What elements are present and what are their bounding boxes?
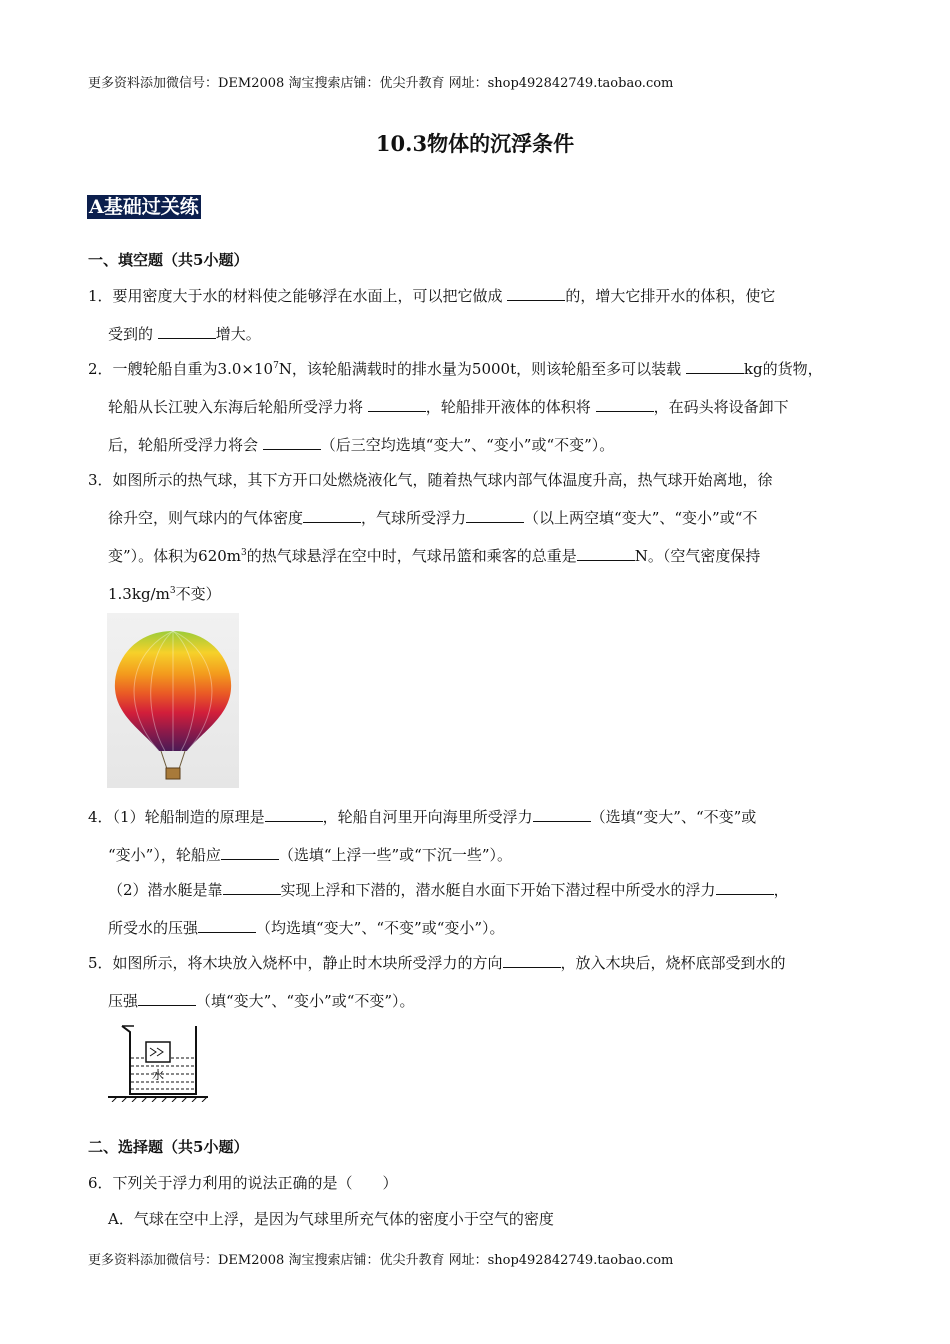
question-1-line-2: 受到的 增大。	[108, 325, 261, 343]
answer-blank[interactable]	[368, 397, 426, 412]
answer-blank[interactable]	[577, 546, 635, 561]
question-2-line-1: 2．一艘轮船自重为$3.0\times 10^7N$，该轮船满载时的排水量为5000t，则该轮船至多可以装载 kg的货物，	[88, 360, 823, 378]
answer-blank[interactable]	[138, 991, 196, 1006]
question-4-line-1: 4．（1）轮船制造的原理是 ，轮船自河里开向海里所受浮力 （选填“变大”、“不变”或	[88, 808, 757, 826]
question-5-line-1: 5．如图所示，将木块放入烧杯中，静止时木块所受浮力的方向 ，放入木块后，烧杯底部受到水的	[88, 954, 786, 972]
question-4-line-3: （2）潜水艇是靠 实现上浮和下潜的，潜水艇自水面下开始下潜过程中所受水的浮力 ，	[108, 881, 789, 899]
section-tag: A基础过关练	[89, 196, 199, 218]
answer-blank[interactable]	[221, 845, 279, 860]
answer-blank[interactable]	[716, 880, 774, 895]
beaker-diagram	[108, 1022, 208, 1102]
question-3-line-1: 3．如图所示的热气球，其下方开口处燃烧液化气，随着热气球内部气体温度升高，热气球开始离地，徐	[88, 471, 773, 489]
answer-blank[interactable]	[223, 880, 281, 895]
page-title: 10.3物体的沉浮条件	[375, 131, 575, 156]
question-2-line-2: 轮船从长江驶入东海后轮船所受浮力将 ，轮船排开液体的体积将 ，在码头将设备卸下	[108, 398, 789, 416]
answer-blank[interactable]	[503, 953, 561, 968]
hot-air-balloon-image	[107, 613, 239, 788]
section-multiple-choice: 二、选择题（共5小题）	[88, 1138, 249, 1156]
question-6-stem: 6．下列关于浮力利用的说法正确的是（ ）	[88, 1174, 398, 1192]
question-5-line-2: 压强 （填“变大”、“变小”或“不变”）。	[108, 992, 415, 1010]
question-2-line-3: 后，轮船所受浮力将会 （后三空均选填“变大”、“变小”或“不变”）。	[108, 436, 615, 454]
question-3-line-4: $1.3kg/m^3$不变）	[108, 585, 221, 603]
question-3-line-3: 变”）。体积为$620m^3$的热气球悬浮在空中时，气球吊篮和乘客的总重是 N。（空气密度保持	[108, 547, 761, 565]
question-4-line-4: 所受水的压强 （均选填“变大”、“不变”或“变小”）。	[108, 919, 505, 937]
page-footer: 更多资料添加微信号：DEM2008 淘宝搜索店铺：优尖升教育 网址：shop492842749.taobao.com	[88, 1253, 674, 1268]
question-3-line-2: 徐升空，则气球内的气体密度 ，气球所受浮力 （以上两空填“变大”、“变小”或“不	[108, 509, 758, 527]
page-header: 更多资料添加微信号：DEM2008 淘宝搜索店铺：优尖升教育 网址：shop492842749.taobao.com	[88, 76, 674, 91]
question-6-option-a[interactable]: A．气球在空中上浮，是因为气球里所充气体的密度小于空气的密度	[108, 1210, 554, 1228]
answer-blank[interactable]	[596, 397, 654, 412]
question-4-line-2: “变小”），轮船应 （选填“上浮一些”或“下沉一些”）。	[108, 846, 513, 864]
answer-blank[interactable]	[686, 359, 744, 374]
answer-blank[interactable]	[303, 508, 361, 523]
answer-blank[interactable]	[265, 807, 323, 822]
question-1-line-1: 1．要用密度大于水的材料使之能够浮在水面上，可以把它做成 的，增大它排开水的体积，使它	[88, 287, 776, 305]
answer-blank[interactable]	[507, 286, 565, 301]
answer-blank[interactable]	[263, 435, 321, 450]
section-fill-in: 一、填空题（共5小题）	[88, 251, 249, 269]
answer-blank[interactable]	[466, 508, 524, 523]
answer-blank[interactable]	[198, 918, 256, 933]
answer-blank[interactable]	[533, 807, 591, 822]
water-label: 水	[152, 1068, 165, 1082]
answer-blank[interactable]	[158, 324, 216, 339]
